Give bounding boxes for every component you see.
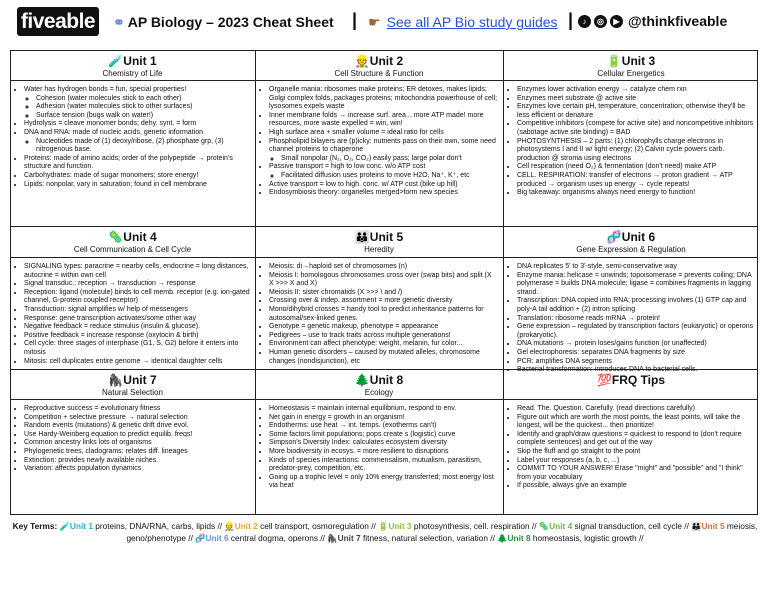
gorilla-icon: 🦍 [108,373,124,387]
study-guides-link[interactable]: See all AP Bio study guides [386,14,558,30]
note-item: • Bacterial transformation: introduces DNA to bacterial cells. [517,366,754,375]
note-item: • Human genetic disorders – caused by mutated alleles, chromosome changes (nondisjunction), etc [269,349,498,366]
test-tube-icon: 🧪 [59,521,70,531]
note-item: • Homeostasis = maintain internal equilibrium, respond to env. [269,405,498,414]
unit-title: Unit 6 [621,230,656,244]
unit-cell [504,370,758,515]
key-terms [10,520,760,544]
note-item: • Phospholipid bilayers are (p)icky: nutrients pass on their own, some need channel proteins to chaperone ◦ Small nonpolar (N₂, O₂, CO₂) easily pass; large polar don't [269,138,498,164]
sub-note-item: ◦ Facilitated diffusion uses proteins to move H2O, Na⁺, K⁺, etc [281,172,498,181]
social-links [578,12,727,29]
note-item: • SIGNALING types: paracrine = nearby cells, endocrine = long distances, autocrine = within own cell [24,263,250,280]
unit-subtitle: Cell Structure & Function [334,69,424,78]
note-item: • Meiosis: di→haploid set of chromosomes (n) [269,263,498,272]
note-item: • Meiosis II: sister chromatids (X >>> \ and /) [269,289,498,298]
key-term-text: central dogma, operons // [230,533,328,543]
note-item: • Genotype = genetic makeup, phenotype = appearance [269,323,498,332]
unit-header [256,54,502,78]
unit-header [504,54,758,78]
note-item: • Label your responses (a, b, c, ...) [517,457,754,466]
note-item: • DNA replicates 5' to 3'-style, semi-conservative way [517,263,754,272]
note-item: • Read. The. Question. Carefully. (read directions carefully) [517,405,754,414]
unit-subtitle: Cell Communication & Cell Cycle [73,245,192,254]
note-item: • DNA and RNA: made of nucleic acids, genetic information ◦ Nucleotides made of (1) deoxy/ribose, (2) phosphate grp, (3) nitrogenous base. [24,129,250,155]
sub-note-item: ◦ Nucleotides made of (1) deoxy/ribose, (2) phosphate grp, (3) nitrogenous base. [36,138,250,155]
key-term-unit: Unit 2 [234,521,261,531]
note-item: • DNA mutations → protein loses/gains function (or unaffected) [517,340,754,349]
unit-title: Unit 3 [621,54,656,68]
unit-notes [508,263,754,375]
key-term-unit: Unit 5 [701,521,727,531]
unit-notes [508,405,754,491]
unit-header [256,373,502,397]
unit-title: Unit 4 [123,230,157,244]
unit-cell [11,227,254,368]
note-item: • Kinds of species interactions: commensalism, mutualism, parasitism, predator-prey, competition, etc. [269,457,498,474]
unit-cell [11,51,254,225]
key-term-text: cell transport, osmoregulation // [260,521,379,531]
unit-title: Unit 8 [369,373,404,387]
unit-header [11,373,254,397]
note-item: • PCR: amplifies DNA segments [517,358,754,367]
note-item: • Enzymes love certain pH, temperature, concentration; otherwise they'll be less efficient or denature [517,103,754,120]
unit-subtitle: Heredity [364,245,394,254]
note-item: • Identify and graph/draw questions = quickest to respond to (don't require complete sentences) and get out of the way [517,431,754,448]
key-term-text: photosynthesis, cell. respiration // [413,521,539,531]
note-item: • CELL. RESPIRATION: transfer of electrons → proton gradient → ATP produced → organism uses up energy → cycle repeats! [517,172,754,189]
note-item: • Figure out which are worth the most points, the least points, will take the longest, will be the quickest... then prioritize! [517,414,754,431]
note-item: • Reproductive success = evolutionary fitness [24,405,250,414]
unit-cell [11,370,254,515]
hundred-points-icon: 💯 [596,373,612,387]
note-item: • Gene expression – regulated by transcription factors (eukaryotic) or operons (prokaryotic). [517,323,754,340]
unit-subtitle: Chemistry of Life [102,69,163,78]
note-item: • Response: gene transcription activates/some other way [24,315,250,324]
unit-title: FRQ Tips [611,373,666,387]
note-item: • Enzymes meet substrate @ active site [517,95,754,104]
microbe-icon: 🦠 [108,230,124,244]
sub-note-item: ◦ Cohesion (water molecules stick to each other) [36,95,250,104]
note-item: • Crossing over & indep. assortment = more genetic diversity [269,297,498,306]
unit-notes [15,86,250,189]
evergreen-tree-icon: 🌲 [354,373,370,387]
unit-header [11,230,254,254]
unit-header [256,230,502,254]
key-term-unit: Unit 1 [69,521,96,531]
unit-subtitle: Ecology [364,388,394,397]
note-item: • Positive feedback = increase response (oxytocin & birth) [24,332,250,341]
note-item: • Proteins: made of amino acids; order of the polypeptide → protein’s structure and function. [24,155,250,172]
note-item: • Simpson's Diversity Index: calculates ecosystem diversity [269,439,498,448]
note-item: • Lipids: nonpolar, vary in saturation; found in cell membrane [24,181,250,190]
note-item: • Transcription: DNA copied into RNA; processing involves (1) GTP cap and poly-A tail addition + (2) intron splicing [517,297,754,314]
key-term-text: signal transduction, cell cycle // [574,521,692,531]
note-item: • Cell cycle: three stages of interphase (G1, S, G2) before it enters into mitosis [24,340,250,357]
unit-notes [15,263,250,366]
unit-subtitle: Natural Selection [102,388,163,397]
dna-icon: 🧬 [195,533,206,543]
note-item: • Hydrolysis = cleave monomer bonds; dehy. synt. = form [24,120,250,129]
note-item: • High surface area + smaller volume = ideal ratio for cells [269,129,498,138]
note-item: • PHOTOSYNTHESIS – 2 parts: (1) chlorophylls charge electrons in photosystems I and II w/ light energy; (2) Calvin cycle powers carb. production @ stroma using electrons [517,138,754,164]
note-item: • Environment can affect phenotype: weight, melanin, fur color... [269,340,498,349]
unit-cell [256,370,502,515]
unit-notes [260,263,498,366]
social-handle: @thinkfiveable [628,13,728,30]
note-item: • Big takeaway: organisms always need energy to function! [517,189,754,198]
tiktok-icon[interactable]: ♪ [578,15,591,28]
note-item: • Enzyme mania: helicase = unwinds; topoisomerase = prevents coiling; DNA polymerase = builds DNA molecule; ligase = combines fragments in lagging strand. [517,272,754,298]
unit-subtitle: Gene Expression & Regulation [576,245,686,254]
unit-header [504,230,758,254]
note-item: • Variation: affects population dynamics [24,465,250,474]
instagram-icon[interactable]: ◎ [594,15,607,28]
battery-icon: 🔋 [378,521,389,531]
key-term-unit: Unit 3 [388,521,414,531]
family-icon: 👪 [691,521,702,531]
key-term-text: fitness, natural selection, variation // [362,533,498,543]
page-title: ⚭ AP Biology – 2023 Cheat Sheet [113,14,334,30]
unit-title: Unit 7 [123,373,157,387]
sub-note-item: ◦ Adhesion (water molecules stick to other surfaces) [36,103,250,112]
sub-note-item: ◦ Small nonpolar (N₂, O₂, CO₂) easily pass; large polar don't [281,155,498,164]
unit-subtitle: Cellular Energetics [597,69,665,78]
note-item: • More biodiversity in ecosys. = more resilient to disruptions [269,448,498,457]
gorilla-icon: 🦍 [327,533,338,543]
pointing-hand-icon: ☛ [368,14,381,30]
test-tube-icon: 🧪 [108,54,124,68]
unit-notes [260,86,498,198]
dna-icon: ⚭ [113,14,125,30]
note-item: • Negative feedback = reduce stimulus (insulin & glucose). [24,323,250,332]
note-item: • Mitosis: cell duplicates entire genome → identical daughter cells [24,358,250,367]
key-terms-label: Key Terms: [12,521,60,531]
note-item: • Signal transduc.: reception → transduction → response [24,280,250,289]
unit-title: Unit 2 [369,54,404,68]
unit-notes [508,86,754,198]
key-term-unit: Unit 8 [507,533,533,543]
note-item: • Cell respiration (need O₂) & fermentation (don't need) make ATP [517,163,754,172]
divider: | [352,10,358,30]
unit-title: Unit 5 [369,230,404,244]
note-item: • Translation: ribosome reads mRNA → protein! [517,315,754,324]
note-item: • Random events (mutations) & genetic drift drive evol. [24,422,250,431]
unit-cell [256,51,502,225]
note-item: • Pedigrees – use to track traits across multiple generations! [269,332,498,341]
note-item: • Competition + selective pressure → natural selection [24,414,250,423]
key-term-unit: Unit 6 [205,533,231,543]
note-item: • Transduction: signal amplifies w/ help of messengers [24,306,250,315]
note-item: • Water has hydrogen bonds = fun, special properties! ◦ Cohesion (water molecules stick to each other) ◦ Adhesion (water molecules stick to other surfaces) ◦ Surface tension (bugs walk on water!) [24,86,250,120]
key-term-text: proteins, DNA/RNA, carbs, lipids // [95,521,225,531]
sub-note-item: ◦ Surface tension (bugs walk on water!) [36,112,250,121]
note-item: • Meiosis I: homologous chromosomes cross over (swap bits) and split (X X >>> X and X) [269,272,498,289]
note-item: • Common ancestry links lots of organisms [24,439,250,448]
evergreen-tree-icon: 🌲 [497,533,508,543]
note-item: • Use Hardy-Weinberg equation to predict equilib. freqs! [24,431,250,440]
note-item: • COMMIT TO YOUR ANSWER! Erase "might" and "possible" and "I think" from your vocabulary [517,465,754,482]
note-item: • Inner membrane folds → increase surf. area... more ATP made! more resources, more waste expelled = win, win! [269,112,498,129]
unit-header [504,373,758,387]
battery-icon: 🔋 [606,54,622,68]
family-icon: 👪 [354,230,370,244]
note-item: • Active transport = low to high. conc. w/ ATP cost (bike up hill) [269,181,498,190]
note-item: • Some factors limit populations; pops create s (logistic) curve [269,431,498,440]
note-item: • Mono/dihybrid crosses = handy tool to predict inheritance patterns for autosomal/sex-linked genes. [269,306,498,323]
unit-notes [260,405,498,491]
dna-icon: 🧬 [606,230,622,244]
note-item: • Competitive inhibitors (compete for active site) and noncompetitive inhibitors (sabotage active site binding) = BAD [517,120,754,137]
key-term-text: meiosis, geno/phenotype // [126,521,758,543]
fiveable-logo[interactable]: fiveable [17,7,99,36]
unit-header [11,54,254,78]
note-item: • Organelle mania: ribosomes make proteins; ER detoxes, makes lipids; Golgi complex folds, packages proteins; mitochondria powerhouse of cell; lysosomes expels waste [269,86,498,112]
divider: | [568,10,574,30]
note-item: • Phylogenetic trees, cladograms: relates diff. lineages [24,448,250,457]
header [0,0,768,50]
note-item: • Net gain in energy = growth in an organism! [269,414,498,423]
construction-worker-icon: 👷 [224,521,235,531]
note-item: • Endotherms: use heat → int. temps. (exotherms can't) [269,422,498,431]
note-item: • Passive transport = high to low conc. w/o ATP cost ◦ Facilitated diffusion uses proteins to move H2O, Na⁺, K⁺, etc [269,163,498,180]
note-item: • Enzymes lower activation energy → catalyze chem rxn [517,86,754,95]
key-term-unit: Unit 4 [549,521,575,531]
note-item: • If possible, always give an example [517,482,754,491]
key-term-text: homeostasis, logistic growth // [532,533,644,543]
unit-cell [256,227,502,368]
note-item: • Gel electrophoresis: separates DNA fragments by size [517,349,754,358]
youtube-icon[interactable]: ▶ [610,15,623,28]
unit-cell [504,227,758,374]
note-item: • Extinction: provides newly available niches. [24,457,250,466]
note-item: • Carbohydrates: made of sugar monomers; store energy! [24,172,250,181]
unit-notes [15,405,250,474]
note-item: • Endosymbiosis theory: organelles merged>form new species [269,189,498,198]
key-term-unit: Unit 7 [337,533,363,543]
unit-cell [504,51,758,225]
construction-worker-icon: 👷 [354,54,370,68]
microbe-icon: 🦠 [538,521,550,531]
guides-link-wrap [368,14,558,31]
unit-title: Unit 1 [123,54,157,68]
note-item: • Skip the fluff and go straight to the point [517,448,754,457]
note-item: • Reception: ligand (molecule) binds to cell memb. receptor (e.g. ion-gated channel, G-protein coupled receptor) [24,289,250,306]
note-item: • Going up a trophic level = only 10% energy transferred; most energy lost via heat [269,474,498,491]
